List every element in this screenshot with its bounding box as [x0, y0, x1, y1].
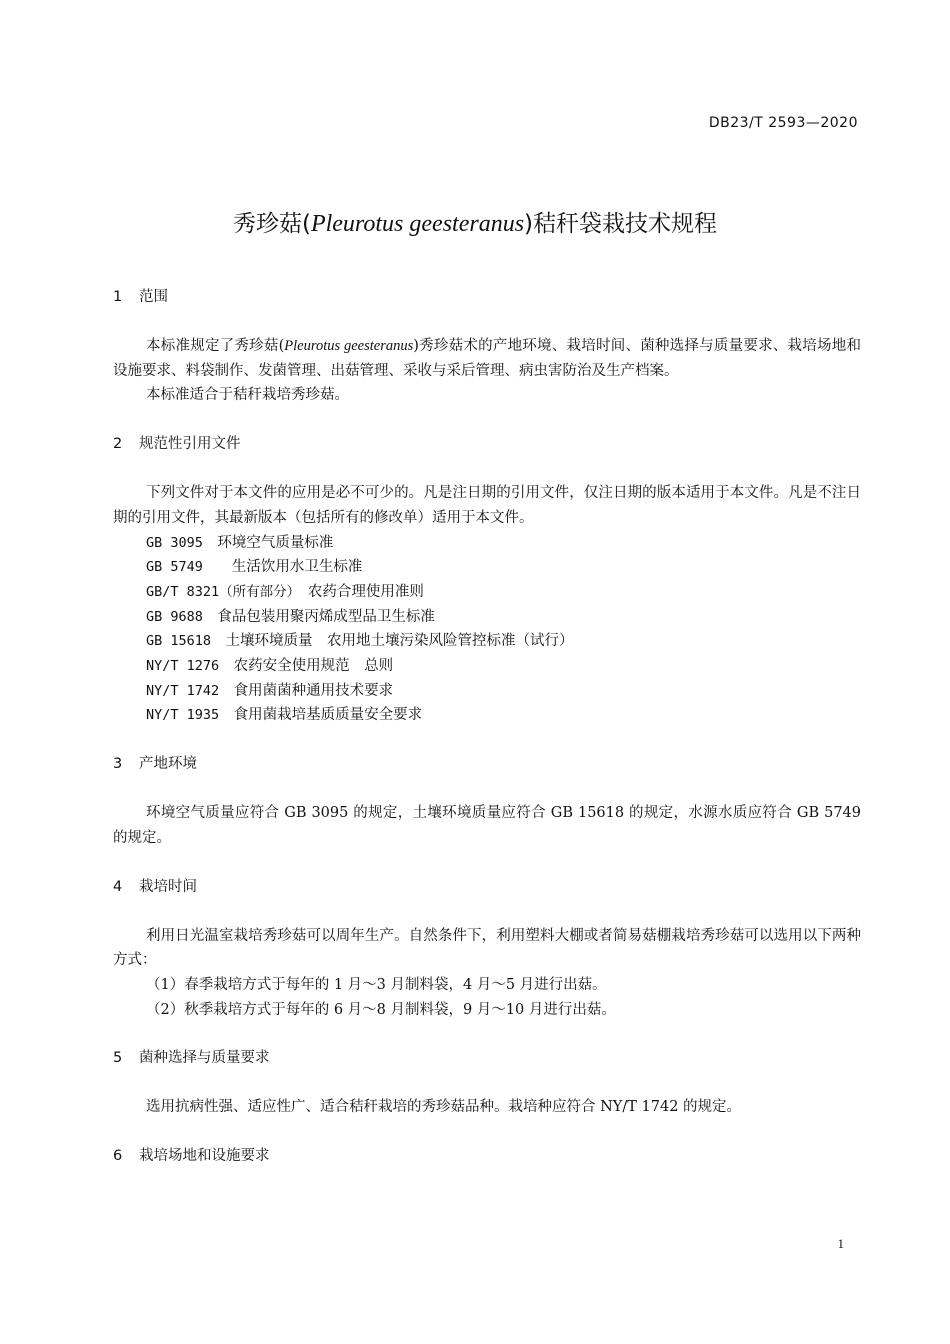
scope-paragraph: [113, 334, 861, 383]
reference-item: [113, 531, 861, 556]
references-intro: 下列文件对于本文件的应用是必不可少的。凡是注日期的引用文件，仅注日期的版本适用于本文件。凡是不注日期的引用文件，其最新版本（包括所有的修改单）适用于本文件。: [113, 485, 861, 526]
scope-applicability: 本标准适合于秸秆栽培秀珍菇。: [146, 387, 349, 404]
reference-list: [113, 531, 861, 729]
section-heading-5: [113, 1046, 861, 1071]
section-number: 6: [113, 1148, 123, 1165]
section-title: 规范性引用文件: [139, 436, 241, 453]
reference-item: [113, 679, 861, 704]
reference-code: GB 9688: [146, 608, 203, 625]
section-number: 5: [113, 1050, 123, 1067]
section-title: 栽培时间: [139, 878, 197, 895]
reference-title: 环境空气质量标准: [217, 534, 334, 551]
section-number: 3: [113, 756, 123, 773]
strain-selection-paragraph: 选用抗病性强、适应性广、适合秸秆栽培的秀珍菇品种。栽培种应符合 NY/T 1742 的规定。: [146, 1099, 742, 1116]
scope-text-a: 本标准规定了秀珍菇(: [146, 338, 285, 354]
section-title: 菌种选择与质量要求: [139, 1050, 270, 1067]
document-code: DB23/T 2593—2020: [708, 115, 858, 131]
title-prefix: 秀珍菇(: [232, 211, 311, 237]
reference-code: NY/T 1742: [146, 682, 220, 699]
reference-item: [113, 605, 861, 630]
reference-item: [113, 629, 861, 654]
section-number: 2: [113, 436, 123, 453]
section-title: 产地环境: [139, 756, 197, 773]
reference-code: NY/T 1935: [146, 707, 220, 724]
section-heading-2: [113, 432, 861, 457]
scope-text-b: )秀珍菇术的产地环境、栽培时间、菌种选择与质量要求、栽培场地和设施要求、料袋制作、发菌管理、出菇管理、采收与采后管理、病虫害防治及生产档案。: [113, 338, 861, 379]
cultivation-item-autumn: （2）秋季栽培方式于每年的 6 月～8 月制料袋，9 月～10 月进行出菇。: [146, 1001, 616, 1018]
document-body: [113, 285, 861, 1169]
reference-title: 农药安全使用规范 总则: [233, 658, 394, 675]
reference-title: 食品包装用聚丙烯成型品卫生标准: [217, 608, 435, 625]
section-heading-3: [113, 752, 861, 777]
reference-code: GB 15618: [146, 633, 212, 650]
title-suffix: )秸秆袋栽技术规程: [524, 211, 718, 237]
environment-paragraph: 环境空气质量应符合 GB 3095 的规定，土壤环境质量应符合 GB 15618 的规定，水源水质应符合 GB 5749 的规定。: [113, 805, 861, 846]
reference-title: 农药合理使用准则: [307, 583, 424, 600]
reference-item: [113, 654, 861, 679]
cultivation-item-spring: （1）春季栽培方式于每年的 1 月～3 月制料袋，4 月～5 月进行出菇。: [146, 976, 607, 993]
reference-title: 食用菌菌种通用技术要求: [233, 682, 394, 699]
section-heading-6: [113, 1144, 861, 1169]
section-number: 1: [113, 289, 123, 305]
reference-code: GB/T 8321（所有部分）: [146, 583, 294, 600]
reference-item: [113, 555, 861, 580]
cultivation-time-paragraph: 利用日光温室栽培秀珍菇可以周年生产。自然条件下，利用塑料大棚或者简易菇棚栽培秀珍菇可以选用以下两种方式：: [113, 927, 861, 969]
reference-title: 生活饮用水卫生标准: [231, 559, 363, 576]
reference-code: GB 3095: [146, 534, 203, 551]
page-number: 1: [837, 1236, 844, 1251]
reference-code: NY/T 1276: [146, 658, 220, 675]
section-title: 栽培场地和设施要求: [139, 1148, 270, 1165]
reference-title: 食用菌栽培基质质量安全要求: [233, 707, 423, 724]
section-heading-1: [113, 285, 861, 310]
scope-latin-name: Pleurotus geesteranus: [284, 338, 414, 354]
reference-item: [113, 580, 861, 605]
title-latin-name: Pleurotus geesteranus: [310, 211, 525, 237]
reference-item: [113, 703, 861, 728]
document-title: [0, 205, 950, 238]
section-title: 范围: [139, 289, 168, 305]
section-number: 4: [113, 878, 123, 895]
reference-title: 土壤环境质量 农用地土壤污染风险管控标准（试行）: [225, 633, 574, 650]
reference-code: GB 5749: [146, 559, 203, 576]
section-heading-4: [113, 875, 861, 900]
